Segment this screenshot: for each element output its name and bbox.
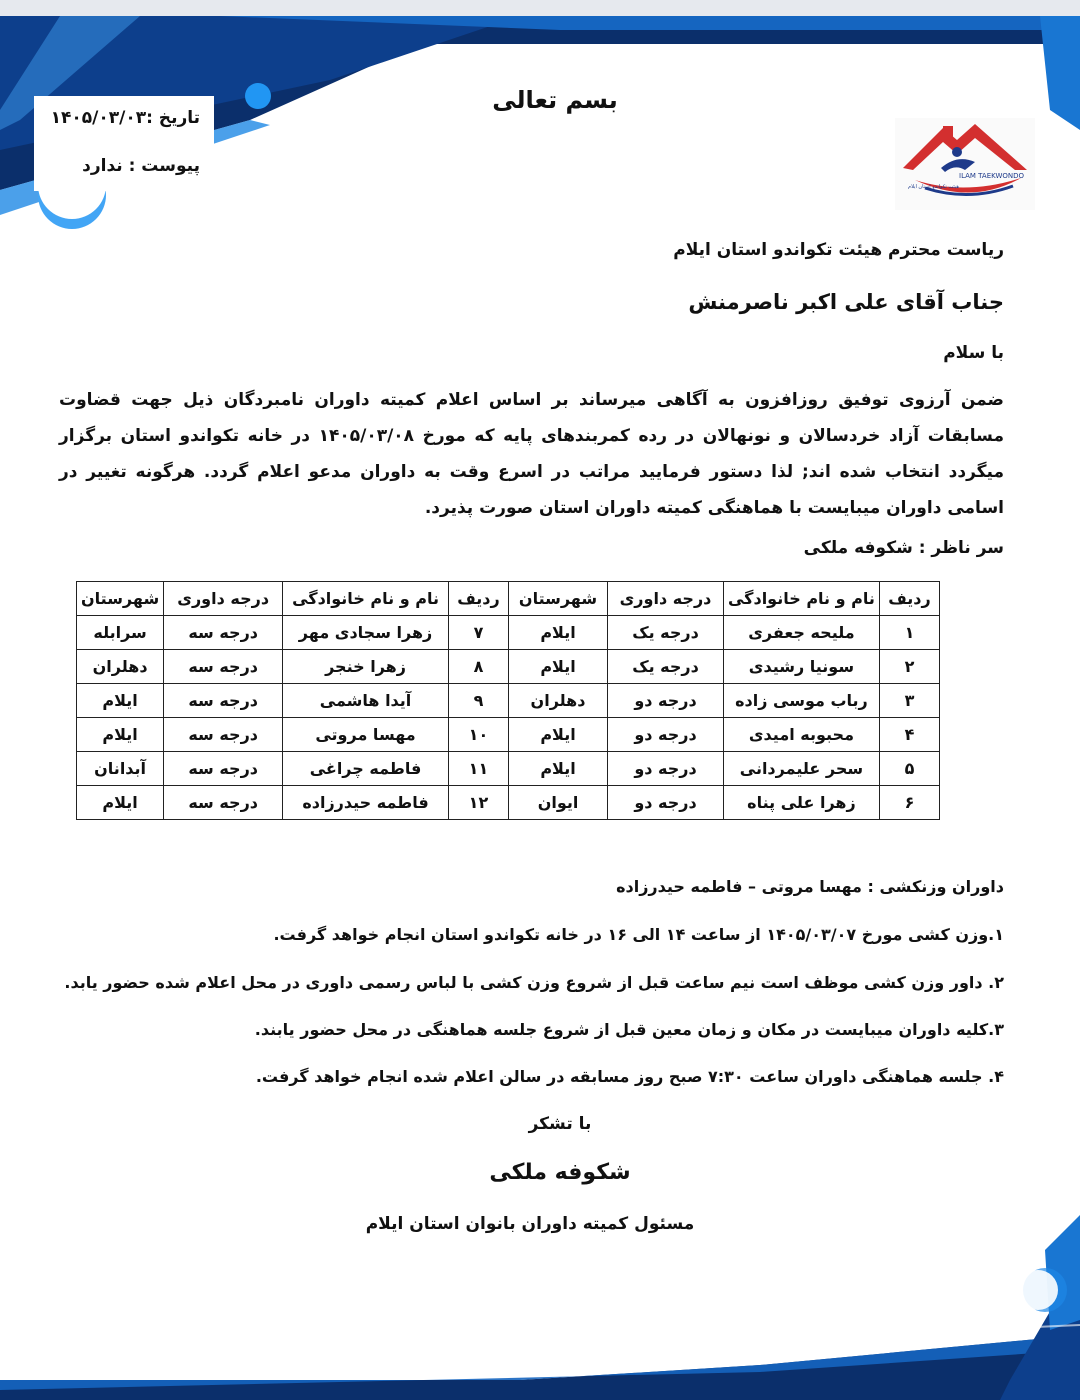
table-cell: ۷ bbox=[448, 616, 508, 650]
table-cell: ایلام bbox=[509, 752, 608, 786]
table-cell: درجه سه bbox=[164, 616, 283, 650]
column-header: نام و نام خانوادگی bbox=[283, 582, 449, 616]
column-header: درجه داوری bbox=[608, 582, 724, 616]
date-attachment-box bbox=[34, 96, 214, 191]
table-cell: ۱۱ bbox=[448, 752, 508, 786]
table-cell: ایلام bbox=[77, 786, 164, 820]
table-cell: درجه یک bbox=[608, 616, 724, 650]
table-cell: مهسا مروتی bbox=[283, 718, 449, 752]
column-header: نام و نام خانوادگی bbox=[723, 582, 879, 616]
table-cell: ایلام bbox=[509, 616, 608, 650]
table-cell: ۹ bbox=[448, 684, 508, 718]
addressee-title: ریاست محترم هیئت تکواندو استان ایلام bbox=[673, 240, 1004, 260]
table-cell: درجه دو bbox=[608, 752, 724, 786]
table-cell: ایلام bbox=[77, 718, 164, 752]
table-header-row bbox=[77, 582, 940, 616]
table-cell: ۵ bbox=[879, 752, 939, 786]
letter-date: تاریخ :۱۴۰۵/۰۳/۰۳ bbox=[50, 108, 200, 128]
table-cell: درجه سه bbox=[164, 752, 283, 786]
closing-thanks: با تشکر bbox=[528, 1114, 592, 1134]
signer-position: مسئول کمیته داوران بانوان استان ایلام bbox=[365, 1214, 695, 1234]
weigh-in-referees: داوران وزنکشی : مهسا مروتی – فاطمه حیدرزاده bbox=[616, 877, 1004, 896]
letter-body: ضمن آرزوی توفیق روزافزون به آگاهی میرساند بر اساس اعلام کمیته داوران نامبردگان ذیل جهت قضاوت مسابقات آزاد خردسالان و نونهالان در رده کمربندهای پایه که مورخ ۱۴۰۵/۰۳/۰۸ در خانه تکواندو استان برگزار میگردد انتخاب شده اند; لذا دستور فرمایید مراتب در اسرع وقت به داوران مدعو اعلام گردد. هرگونه تغییر در اسامی داوران میبایست با هماهنگی کمیته داوران استان صورت پذیرد. bbox=[59, 390, 1004, 518]
table-row bbox=[77, 650, 940, 684]
table-row bbox=[77, 786, 940, 820]
addressee-name: جناب آقای علی اکبر ناصرمنش bbox=[688, 290, 1004, 314]
note-item: ۱.وزن کشی مورخ ۱۴۰۵/۰۳/۰۷ از ساعت ۱۴ الی ۱۶ در خانه تکواندو استان انجام خواهد گرفت. bbox=[273, 925, 1004, 944]
table-cell: ۱ bbox=[879, 616, 939, 650]
table-cell: درجه یک bbox=[608, 650, 724, 684]
signer-name: شکوفه ملکی bbox=[489, 1160, 631, 1185]
column-header: ردیف bbox=[879, 582, 939, 616]
note-item: ۲. داور وزن کشی موظف است نیم ساعت قبل از شروع وزن کشی با لباس رسمی داوری در محل اعلام شده حضور یابد. bbox=[64, 973, 1004, 992]
table-cell: ۴ bbox=[879, 718, 939, 752]
column-header: شهرستان bbox=[509, 582, 608, 616]
referees-table bbox=[76, 581, 940, 820]
table-cell: ۳ bbox=[879, 684, 939, 718]
note-item: ۴. جلسه هماهنگی داوران ساعت ۷:۳۰ صبح روز مسابقه در سالن اعلام شده انجام خواهد گرفت. bbox=[255, 1067, 1004, 1086]
table-row bbox=[77, 684, 940, 718]
table-cell: ایلام bbox=[509, 650, 608, 684]
table-cell: ایلام bbox=[509, 718, 608, 752]
logo-text-en: ILAM TAEKWONDO bbox=[959, 172, 1025, 180]
table-row bbox=[77, 616, 940, 650]
column-header: ردیف bbox=[448, 582, 508, 616]
chief-supervisor: سر ناظر : شکوفه ملکی bbox=[803, 538, 1004, 558]
ilam-taekwondo-logo bbox=[895, 118, 1035, 210]
greeting: با سلام bbox=[943, 343, 1004, 363]
table-cell: زهرا خنجر bbox=[283, 650, 449, 684]
table-cell: ۱۰ bbox=[448, 718, 508, 752]
column-header: درجه داوری bbox=[164, 582, 283, 616]
table-cell: آیدا هاشمی bbox=[283, 684, 449, 718]
table-cell: ۸ bbox=[448, 650, 508, 684]
table-cell: درجه سه bbox=[164, 684, 283, 718]
table-cell: محبوبه امیدی bbox=[723, 718, 879, 752]
table-cell: درجه دو bbox=[608, 684, 724, 718]
table-cell: درجه دو bbox=[608, 786, 724, 820]
table-cell: سونیا رشیدی bbox=[723, 650, 879, 684]
table-cell: سرابله bbox=[77, 616, 164, 650]
table-cell: درجه سه bbox=[164, 786, 283, 820]
table-cell: زهرا سجادی مهر bbox=[283, 616, 449, 650]
table-cell: ایوان bbox=[509, 786, 608, 820]
table-cell: درجه دو bbox=[608, 718, 724, 752]
note-item: ۳.کلیه داوران میبایست در مکان و زمان معین قبل از شروع جلسه هماهنگی در محل حضور یابند. bbox=[254, 1020, 1004, 1039]
table-cell: سحر علیمردانی bbox=[723, 752, 879, 786]
table-cell: ۱۲ bbox=[448, 786, 508, 820]
table-cell: آبدانان bbox=[77, 752, 164, 786]
table-cell: دهلران bbox=[509, 684, 608, 718]
table-cell: ملیحه جعفری bbox=[723, 616, 879, 650]
table-cell: ۶ bbox=[879, 786, 939, 820]
table-cell: ایلام bbox=[77, 684, 164, 718]
table-cell: دهلران bbox=[77, 650, 164, 684]
table-row bbox=[77, 752, 940, 786]
table-cell: درجه سه bbox=[164, 650, 283, 684]
table-cell: فاطمه چراغی bbox=[283, 752, 449, 786]
table-cell: ۲ bbox=[879, 650, 939, 684]
table-cell: رباب موسی زاده bbox=[723, 684, 879, 718]
table-row bbox=[77, 718, 940, 752]
table-cell: درجه سه bbox=[164, 718, 283, 752]
attachment-status: پیوست : ندارد bbox=[82, 156, 200, 176]
table-cell: زهرا علی پناه bbox=[723, 786, 879, 820]
logo-graphic bbox=[895, 118, 1035, 210]
table-cell: فاطمه حیدرزاده bbox=[283, 786, 449, 820]
column-header: شهرستان bbox=[77, 582, 164, 616]
bismillah-heading: بسم تعالی bbox=[492, 86, 618, 114]
logo-text-fa: هیئت تکواندو استان ایلام bbox=[907, 184, 959, 190]
